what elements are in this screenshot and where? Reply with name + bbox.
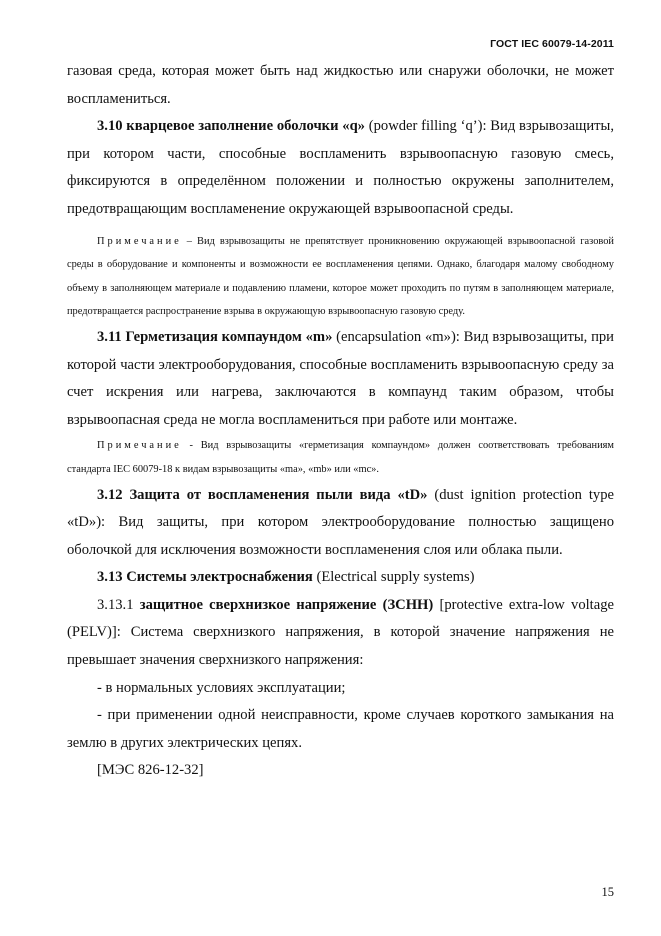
section-3-13-1-term: защитное сверхнизкое напряжение (ЗСНН): [139, 596, 434, 613]
document-header: ГОСТ IEC 60079-14-2011: [490, 38, 614, 50]
section-3-13-text: (Electrical supply systems): [312, 569, 475, 586]
section-3-13: [67, 564, 614, 592]
section-3-10-text: (powder filling ‘q’): Вид взрывозащиты, при котором части, способные воспламенить взрывоопасную газовую смесь, фиксируются в определённом положении и полностью окружены заполнителем, предотвращающим воспламенение окружающей взрывоопасной среды.: [67, 118, 614, 217]
section-3-12-text: (dust ignition protection type «tD»): Вид защиты, при котором электрооборудование полностью защищено оболочкой для исключения возможности воспламенения слоя или облака пыли.: [67, 486, 614, 558]
section-3-10: [67, 113, 614, 223]
list-item-single-fault: - при применении одной неисправности, кроме случаев короткого замыкания на землю в других электрических цепях.: [67, 707, 614, 751]
section-3-11: [67, 324, 614, 434]
reference-mes: [МЭС 826-12-32]: [97, 762, 204, 779]
note-1-label: Примечание: [97, 235, 182, 247]
section-3-12: [67, 482, 614, 565]
section-3-11-text: (encapsulation «m»): Вид взрывозащиты, при которой части электрооборудования, способные воспламенить взрывоопасную среду за счет искрения или нагрева, заключаются в компаунд таким образом, чтобы взрывоопасная среда не могла воспламениться при работе или монтаже.: [67, 328, 614, 428]
note-2-label: Примечание: [97, 440, 182, 452]
section-3-13-term: 3.13 Системы электроснабжения: [97, 569, 313, 586]
page-number: 15: [601, 885, 614, 899]
note-1-text: – Вид взрывозащиты не препятствует проникновению окружающей взрывоопасной газовой среды в оборудование и компоненты и возможности ее воспламенения цепями. Однако, благодаря малому свободному объему в заполняющем материале и подавлению пламени, которое может проходить по путям в заполняющем материале, предотвращается распространение взрыва в окружающую взрывоопасную газовую среду.: [67, 235, 614, 318]
section-3-11-term: 3.11 Герметизация компаундом «m»: [97, 328, 333, 345]
section-3-12-term: 3.12 Защита от воспламенения пыли вида «tD»: [97, 486, 428, 503]
section-3-13-1-number: 3.13.1: [97, 596, 140, 613]
note-2-text: - Вид взрывозащиты «герметизация компаундом» должен соответствовать требованиям стандарта IEC 60079-18 к видам взрывозащиты «ma», «mb» или «mc».: [67, 440, 614, 475]
note-2: [67, 434, 614, 481]
section-3-13-1: [67, 592, 614, 675]
list-item-normal-conditions: - в нормальных условиях эксплуатации;: [97, 679, 346, 696]
section-3-13-1-text: [protective extra-low voltage (PELV)]: Система сверхнизкого напряжения, в которой значение напряжения не превышает значения сверхнизкого напряжения:: [67, 596, 614, 669]
document-body: [67, 58, 614, 785]
note-1: [67, 230, 614, 324]
paragraph-continuation: газовая среда, которая может быть над жидкостью или снаружи оболочки, не может воспламениться.: [67, 63, 614, 107]
section-3-10-term: 3.10 кварцевое заполнение оболочки «q»: [97, 118, 365, 135]
